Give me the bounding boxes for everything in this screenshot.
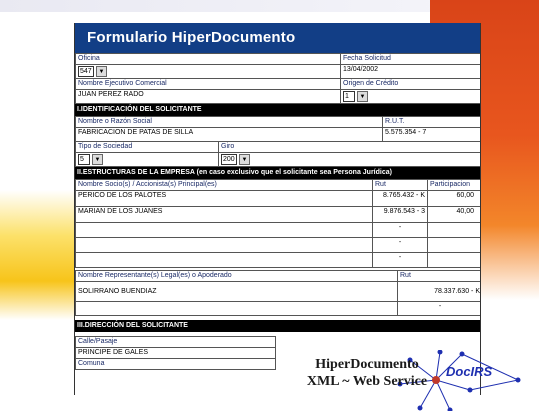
socio-rut[interactable]: 8.765.432 - K <box>373 191 428 207</box>
branding-line1: HiperDocumento <box>315 357 419 372</box>
socio-part[interactable]: 60,00 <box>428 191 482 207</box>
rep-nombre-header: Nombre Representante(s) Legal(es) o Apoderado <box>76 271 398 282</box>
socio-nombre[interactable] <box>76 238 373 253</box>
section-direccion: III.DIRECCIÓN DEL SOLICITANTE <box>75 320 480 332</box>
giro-value: 200 <box>221 154 237 165</box>
table-row <box>76 238 482 253</box>
oficina-label: Oficina <box>76 54 341 65</box>
table-row <box>76 282 482 302</box>
table-row <box>76 207 482 223</box>
tipo-cell <box>76 153 219 167</box>
oficina-value: 547 <box>78 66 94 77</box>
calle-value[interactable]: PRINCIPE DE GALES <box>76 348 276 359</box>
tipo-label: Tipo de Sociedad <box>76 142 219 153</box>
form-title: Formulario HiperDocumento <box>75 23 480 53</box>
socio-nombre-header: Nombre Socio(s) / Accionista(s) Principal(es) <box>76 180 373 191</box>
header-fields-table <box>75 53 481 104</box>
rep-rut[interactable]: 78.337.630 - K <box>398 282 482 302</box>
origen-cell <box>341 90 482 104</box>
socio-nombre[interactable]: PERICO DE LOS PALOTES <box>76 191 373 207</box>
rut-value[interactable]: 5.575.354 - 7 <box>383 128 482 142</box>
comuna-label: Comuna <box>76 359 276 370</box>
socio-part-header: Participacion <box>428 180 482 191</box>
origen-label: Origen de Crédito <box>341 79 482 90</box>
oficina-select[interactable] <box>78 66 107 77</box>
rep-nombre[interactable] <box>76 302 398 316</box>
table-row <box>76 253 482 268</box>
chevron-down-icon[interactable]: ▼ <box>96 66 107 77</box>
razon-label: Nombre o Razón Social <box>76 117 383 128</box>
chevron-down-icon[interactable]: ▼ <box>92 154 103 165</box>
identificacion-table <box>75 116 481 167</box>
chevron-down-icon[interactable]: ▼ <box>357 91 368 102</box>
socios-table <box>75 179 481 268</box>
razon-value[interactable]: FABRICACION DE PATAS DE SILLA <box>76 128 383 142</box>
chevron-down-icon[interactable]: ▼ <box>239 154 250 165</box>
hiperdocumento-form <box>74 23 481 395</box>
oficina-cell <box>76 65 341 79</box>
fecha-value[interactable]: 13/04/2002 <box>341 65 482 79</box>
socio-rut[interactable]: - <box>373 223 428 238</box>
docirs-logo: DocIRS <box>446 364 493 379</box>
socio-rut[interactable]: 9.876.543 - 3 <box>373 207 428 223</box>
giro-cell <box>219 153 482 167</box>
socio-rut[interactable]: - <box>373 253 428 268</box>
rut-label: R.U.T. <box>383 117 482 128</box>
origen-value: 1 <box>343 91 355 102</box>
rep-rut[interactable]: - <box>398 302 482 316</box>
socio-nombre[interactable]: MARIAN DE LOS JUANES <box>76 207 373 223</box>
branding-text <box>292 356 442 390</box>
section-estructuras: II.ESTRUCTURAS DE LA EMPRESA (en caso exclusivo que el solicitante sea Persona Jurídica) <box>75 167 480 179</box>
rep-rut-header: Rut <box>398 271 482 282</box>
section-identificacion: I.IDENTIFICACIÓN DEL SOLICITANTE <box>75 104 480 116</box>
calle-label: Calle/Pasaje <box>76 337 276 348</box>
socio-nombre[interactable] <box>76 223 373 238</box>
fecha-label: Fecha Solicitud <box>341 54 482 65</box>
ejecutivo-value[interactable]: JUAN PEREZ RADO <box>76 90 341 104</box>
socio-nombre[interactable] <box>76 253 373 268</box>
table-row <box>76 223 482 238</box>
socio-rut[interactable]: - <box>373 238 428 253</box>
giro-select[interactable] <box>221 154 250 165</box>
table-row <box>76 302 482 316</box>
tipo-value: 5 <box>78 154 90 165</box>
origen-select[interactable] <box>343 91 368 102</box>
socio-part[interactable] <box>428 223 482 238</box>
socio-part[interactable] <box>428 238 482 253</box>
giro-label: Giro <box>219 142 482 153</box>
socio-rut-header: Rut <box>373 180 428 191</box>
table-row <box>76 191 482 207</box>
branding-line2: XML ~ Web Service <box>306 374 428 389</box>
tipo-select[interactable] <box>78 154 103 165</box>
socio-part[interactable]: 40,00 <box>428 207 482 223</box>
branding-area <box>270 350 530 410</box>
representantes-table <box>75 270 481 316</box>
socio-part[interactable] <box>428 253 482 268</box>
rep-nombre[interactable]: SOLIRRANO BUENDIAZ <box>76 282 398 302</box>
ejecutivo-label: Nombre Ejecutivo Comercial <box>76 79 341 90</box>
